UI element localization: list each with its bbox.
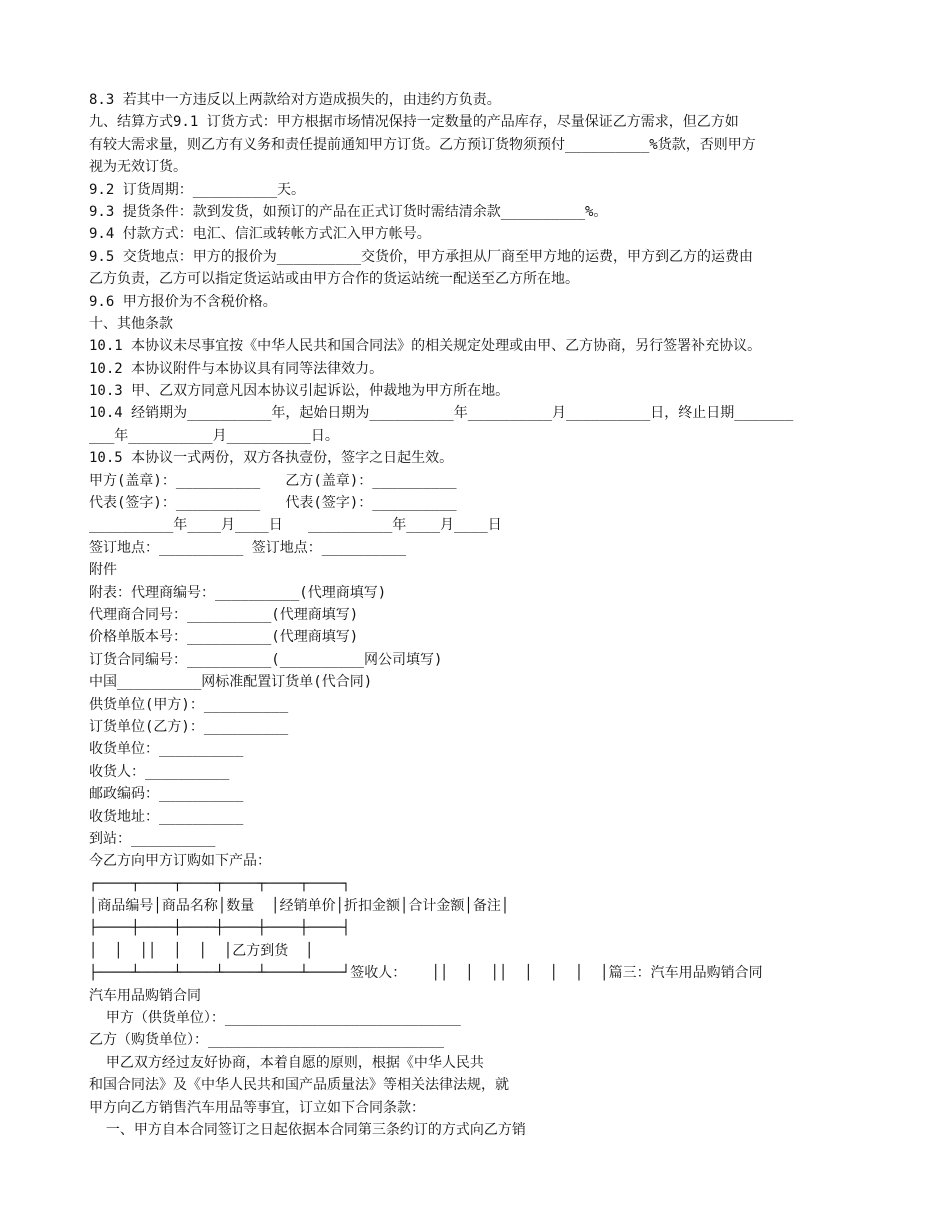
text-line-13: 10.3 甲、乙双方同意凡因本协议引起诉讼，仲裁地为甲方所在地。 <box>89 383 510 400</box>
text-line-30: 收货人：__________ <box>89 763 230 780</box>
text-line-4: 9.2 订货周期：__________天。 <box>89 181 306 198</box>
text-line-26: 中国__________网标准配置订货单(代合同) <box>89 674 373 691</box>
text-line-23: 代理商合同号：__________(代理商填写) <box>89 606 359 623</box>
text-line-32: 收货地址：__________ <box>89 808 244 825</box>
text-line-17: 甲方(盖章)：__________ 乙方(盖章)：__________ <box>89 472 457 489</box>
text-line-2: 有较大需求量，则乙方有义务和责任提前通知甲方订货。乙方预订货物须预付__________%货款，否则甲方 <box>89 136 756 153</box>
text-line-22: 附表：代理商编号：__________(代理商填写) <box>89 584 387 601</box>
text-line-6: 9.4 付款方式：电汇、信汇或转帐方式汇入甲方帐号。 <box>89 226 431 243</box>
text-line-14: 10.4 经销期为__________年，起始日期为__________年__________月__________日，终止日期_______ <box>89 405 794 422</box>
text-line-12: 10.2 本协议附件与本协议具有同等法律效力。 <box>89 360 384 377</box>
text-line-1: 九、结算方式9.1 订货方式：甲方根据市场情况保持一定数量的产品库存，尽量保证乙方需求，但乙方如 <box>89 114 739 131</box>
text-line-21: 附件 <box>89 562 117 579</box>
tail-line-4: 和国合同法》及《中华人民共和国产品质量法》等相关法律法规，就 <box>89 1077 509 1094</box>
document-page <box>89 89 869 1141</box>
text-line-28: 订货单位(乙方)：__________ <box>89 718 289 735</box>
text-line-15: ___年__________月__________日。 <box>89 427 339 444</box>
text-line-27: 供货单位(甲方)：__________ <box>89 696 289 713</box>
order-table-ascii <box>89 873 869 985</box>
tail-line-6: 一、甲方自本合同签订之日起依据本合同第三条约订的方式向乙方销 <box>89 1121 526 1138</box>
text-line-16: 10.5 本协议一式两份，双方各执壹份，签字之日起生效。 <box>89 450 454 467</box>
contract-part-three <box>89 985 869 1142</box>
text-line-31: 邮政编码：__________ <box>89 786 244 803</box>
tail-line-1: 甲方（供货单位）：____________________________ <box>89 1010 461 1027</box>
text-line-11: 10.1 本协议未尽事宜按《中华人民共和国合同法》的相关规定处理或由甲、乙方协商，另行签署补充协议。 <box>89 338 762 355</box>
text-line-20: 签订地点：__________ 签订地点：__________ <box>89 539 407 556</box>
text-line-29: 收货单位：__________ <box>89 741 244 758</box>
table-line-2: ├────┼────┼────┼────┼────┼────┤ <box>89 920 351 937</box>
tail-line-3: 甲乙双方经过友好协商，本着自愿的原则，根据《中华人民共 <box>89 1054 484 1071</box>
tail-line-0: 汽车用品购销合同 <box>89 987 201 1004</box>
text-line-24: 价格单版本号：__________(代理商填写) <box>89 629 359 646</box>
text-line-0: 8.3 若其中一方违反以上两款给对方造成损失的，由违约方负责。 <box>89 92 501 108</box>
text-line-7: 9.5 交货地点：甲方的报价为__________交货价，甲方承担从厂商至甲方地的运费，甲方到乙方的运费由 <box>89 248 753 265</box>
table-line-3: │ │ ││ │ │ │乙方到货 │ <box>89 942 314 959</box>
text-line-33: 到站：__________ <box>89 830 216 847</box>
text-line-34: 今乙方向甲方订购如下产品： <box>89 853 271 870</box>
text-line-9: 9.6 甲方报价为不含税价格。 <box>89 293 277 310</box>
table-line-1: │商品编号│商品名称│数量 │经销单价│折扣金额│合计金额│备注│ <box>89 898 510 915</box>
text-line-3: 视为无效订货。 <box>89 159 187 176</box>
text-line-5: 9.3 提货条件：款到发货，如预订的产品在正式订货时需结清余款__________%。 <box>89 203 608 220</box>
text-line-18: 代表(签字)：__________ 代表(签字)：__________ <box>89 495 457 512</box>
text-line-25: 订货合同编号：__________(__________网公司填写) <box>89 651 443 668</box>
tail-line-2: 乙方（购货单位）：____________________________ <box>89 1032 445 1049</box>
tail-line-5: 甲方向乙方销售汽车用品等事宜，订立如下合同条款： <box>89 1099 425 1116</box>
contract-body <box>89 89 869 873</box>
table-line-0: ┌────┬────┬────┬────┬────┬────┐ <box>89 875 351 892</box>
text-line-19: __________年____月____日 __________年____月____日 <box>89 517 502 534</box>
text-line-8: 乙方负责，乙方可以指定货运站或由甲方合作的货运站统一配送至乙方所在地。 <box>89 271 579 288</box>
table-line-4: ├────┴────┴────┴────┴────┴────┘签收人： ││ │ ││ │ │ │ │篇三：汽车用品购销合同 <box>89 965 763 982</box>
text-line-10: 十、其他条款 <box>89 315 173 332</box>
